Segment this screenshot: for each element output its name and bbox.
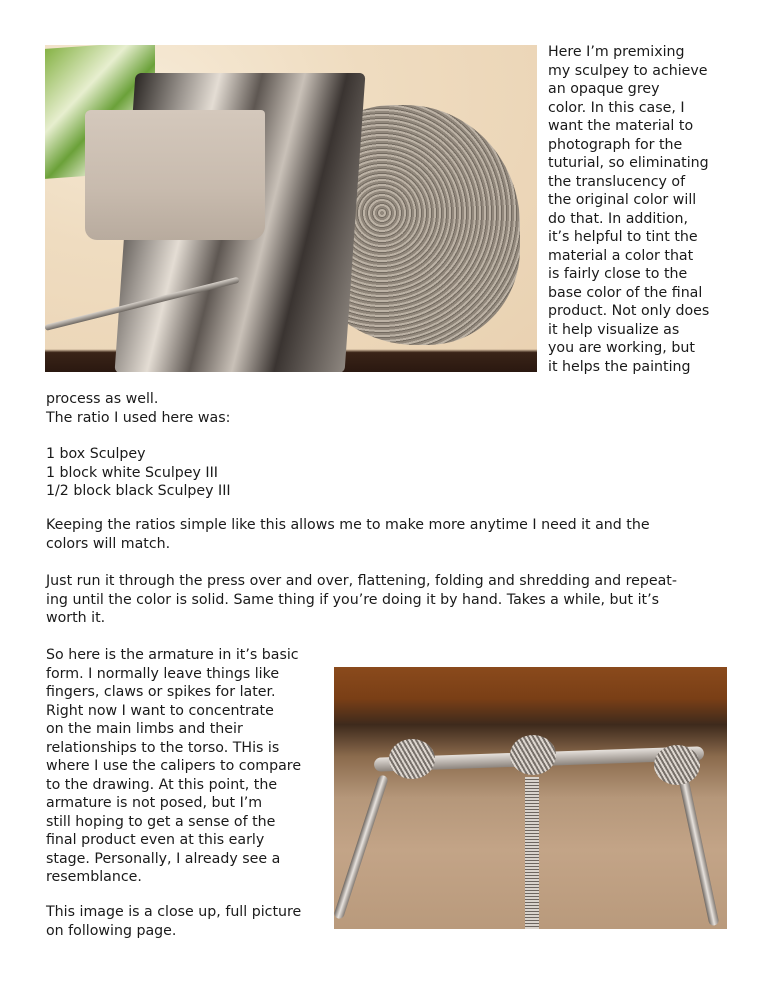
intro-continuation: process as well. The ratio I used here was: (46, 391, 231, 426)
ratios-paragraph: Keeping the ratios simple like this allows me to make more anytime I need it and the colors will match. (46, 517, 650, 552)
right-wire-wrap (654, 745, 700, 785)
closeup-note: This image is a close up, full picture on following page. (46, 904, 302, 939)
armature-closeup-photo (334, 667, 727, 929)
center-wire-wrap (510, 735, 556, 775)
ratio-list (46, 445, 231, 501)
press-paragraph: Just run it through the press over and over, flattening, folding and shredding and repeat- ing until the color is solid. Same thing if you’re doing it by hand. Takes a while, but it’s worth it. (46, 573, 677, 626)
ratio-item: 1 box Sculpey (46, 446, 146, 462)
ratio-item: 1 block white Sculpey III (46, 464, 218, 481)
ratio-item: 1/2 block black Sculpey III (46, 483, 231, 499)
intro-paragraph: Here I’m premixing my sculpey to achieve an opaque grey color. In this case, I want the material to photograph for the tuturial, so eliminating the translucency of the original color will do that. In addition, it’s helpful to tint the material a color that is fairly close to the base color of the final product. Not only does it help visualize as you are working, but it helps the painting (548, 44, 710, 375)
right-arm-wire (679, 778, 720, 927)
left-wire-wrap (389, 739, 435, 779)
clay-sheet (85, 110, 265, 240)
left-arm-wire (334, 774, 389, 920)
armature-paragraph: So here is the armature in it’s basic form. I normally leave things like fingers, claws or spikes for later. Right now I want to concentrate on the main limbs and their relationships to the torso. THis is where I use the calipers to compare to the drawing. At this point, the armature is not posed, but I’m still hoping to get a sense of the final product even at this early stage. Personally, I already see a resemblance. (46, 647, 302, 885)
spine-threaded-rod (525, 777, 539, 929)
pasta-machine-photo (45, 45, 537, 372)
